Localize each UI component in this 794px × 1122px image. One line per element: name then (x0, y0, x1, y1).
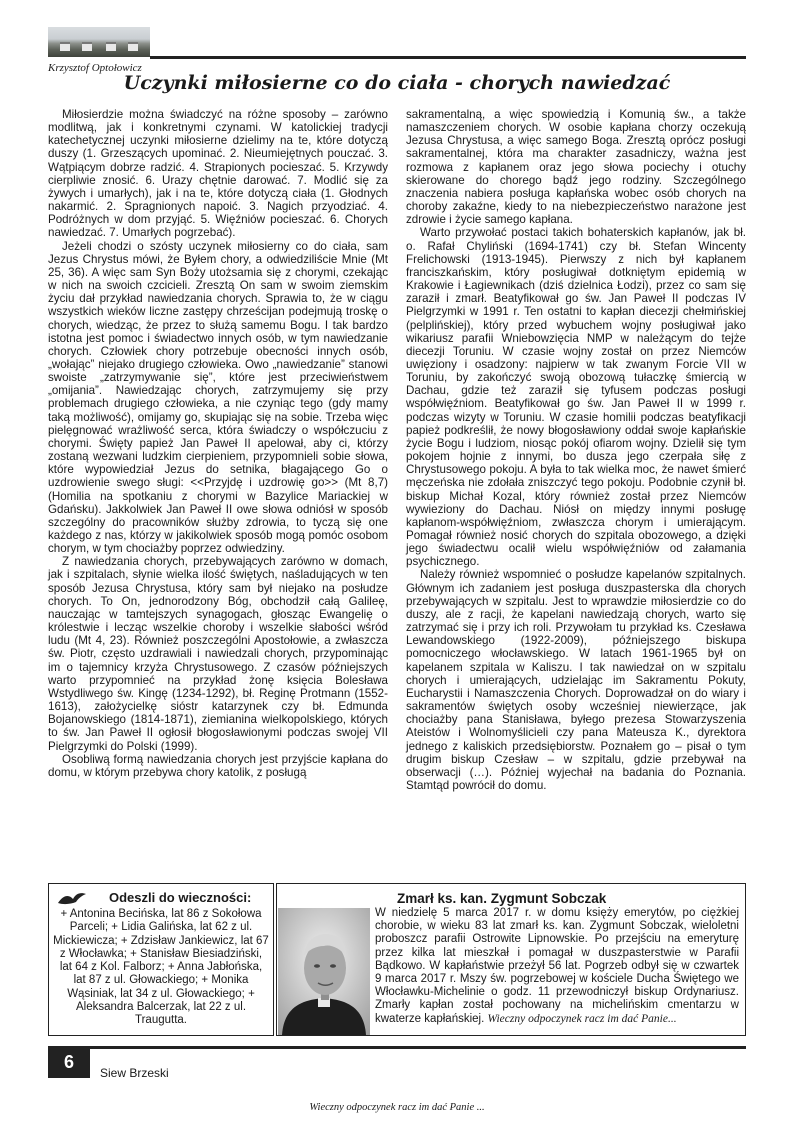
article-paragraph: Miłosierdzie można świadczyć na różne sposoby – zarówno modlitwą, jak i konkretnymi czynami. W katolickiej tradycji katechetycznej uczynki miłosierne dzielimy na te, które dotyczą duszy (1. Grzeszących upominać. 2. Nieumiejętnych pouczać. 3. Wątpiącym dobrze radzić. 4. Strapionych pocieszać. 5. Krzywdy cierpliwie znosić. 6. Urazy chętnie darować. 7. Modlić się za żywych i umarłych), jak i na te, które dotyczą ciała (1. Głodnych nakarmić. 2. Spragnionych napoić. 3. Nagich przyodziać. 4. Podróżnych w dom przyjąć. 5. Więźniów pocieszać. 6. Chorych nawiedzać. 7. Umarłych pogrzebać). (48, 108, 388, 240)
article-paragraph: Należy również wspomnieć o posłudze kapelanów szpitalnych. Głównym ich zadaniem jest posługa duszpasterska dla chorych przebywających w szpitalu. Jest to wprawdzie miłosierdzie co do duszy, ale z racji, że kapelani nawiedzają chorych, warto się zatrzymać się i przy ich roli. Przywołam tu przykład ks. Czesława Lewandowskiego (1922-2009), późniejszego biskupa pomocniczego włocławskiego. W latach 1961-1965 był on kapelanem szpitala w Kaliszu. I tak nawiedzał on w szpitalu chorych i umierających, udzielając im Sakramentu Pokuty, Eucharystii i Namaszczenia Chorych. Doprowadzał on do wiary i sakramentów świętych osoby wcześniej niewierzące, jak chociażby pana Stanisława, byłego prezesa Stowarzyszenia Ateistów i Wolnomyślicieli czy pana Mateusza K., dyrektora jednego z kaliskich przedsiębiorstw. Poznałem go – pisał o tym drugim biskup Czesław – w szpitalu, gdzie przebywał na obserwacji (…). Później wyjechał na badania do Poznania. Stamtąd powrócił do domu. (406, 568, 746, 792)
obituary-list-box (48, 883, 274, 1036)
house-shape (128, 42, 138, 51)
priest-obituary-text (375, 907, 739, 1026)
article-paragraph: Z nawiedzania chorych, przebywających zarówno w domach, jak i szpitalach, słynie wielka ilość świętych, naśladujących w ten sposób Jezusa Chrystusa, który sam był niejako na posłudze chorych. To On, jednorodzony Bóg, obchodził całą Galileę, nauczając w tamtejszych synagogach, głosząc Ewangelię o królestwie i lecząc wszelkie choroby i wszelkie słabości wśród ludu (Mt 4, 23). Również poszczególni Apostołowie, a zwłaszcza św. Piotr, często uzdrawiali i nawiedzali chorych, przypominając im o tajemnicy krzyża Chrystusowego. Z czasów późniejszych warto przypomnieć na przykład żonę księcia Bolesława Wstydliwego św. Kingę (1234-1292), bł. Reginę Protmann (1552-1613), założycielkę sióstr katarzynek czy bł. Edmunda Bojanowskiego (1814-1871), ziemianina wielkopolskiego, których to św. Jan Paweł II ogłosił błogosławionymi podczas swojej VII Pielgrzymki do Polski (1999). (48, 555, 388, 753)
article-paragraph: Jeżeli chodzi o szósty uczynek miłosierny co do ciała, sam Jezus Chrystus mówi, że Byłem chory, a odwiedziliście Mnie (Mt 25, 36). A więc sam Syn Boży utożsamia się z chorymi, czekając w nich na swoich czcicieli. Zresztą On sam w swoim ziemskim życiu dał przykład nawiedzania chorych. Sprawia to, że w ciągu wszystkich wieków liczne zastępy chrześcijan podejmują troskę o chorych, wiedząc, że przez to służą samemu Bogu. I tak bardzo istotna jest pomoc i świadectwo innych osób, w tym nawiedzanie chorych. Człowiek chory potrzebuje obecności innych osób, „wołając” niejako drugiego człowieka. Owo „nawiedzanie” stanowi swoiste „zatrzymywanie się”, które jest przeciwieństwem „omijania”. Nawiedzając chorych, zatrzymujemy się przy problemach drugiego człowieka, a nie czyniąc tego (gdy mamy taką możliwość), omijamy go, skupiając się na sobie. Trzeba więc pielęgnować wrażliwość serca, która świadczy o współczuciu z chorymi. Święty papież Jan Paweł II apelował, aby ci, którzy zostaną wezwani ludzkim cierpieniem, przypomnieli sobie słowa, które wypowiedział Jezus do setnika, błagającego Go o uzdrowienie swego sługi: <<Przyjdę i uzdrowię go>> (Mt 8,7) (Homilia na spotkaniu z chorymi w Bazylice Mariackiej w Gdańsku). Jakkolwiek Jan Paweł II owe słowa odniósł w sposób szczególny do pracowników służby zdrowia, to tyczą się one każdego z nas, którzy w jakikolwiek sposób mogą pomóc osobom chorym, w tym chociażby poprzez odwiedziny. (48, 239, 388, 556)
obituary-list-heading: Odeszli do wieczności: (109, 890, 252, 905)
priest-obituary-heading: Zmarł ks. kan. Zygmunt Sobczak (397, 891, 607, 906)
obituary-list-entries: + Antonina Becińska, lat 86 z Sokołowa Parceli; + Lidia Galińska, lat 62 z ul. Mickiewicza; + Zdzisław Jankiewicz, lat 67 z Włocławka; + Stanisław Biesiadziński, lat 64 z Kol. Falborz; + Anna Jabłońska, lat 87 z ul. Głowackiego; + Monika Wąsiniak, lat 34 z ul. Głowackiego; + Aleksandra Balcerzak, lat 22 z ul. Traugutta. (53, 908, 269, 1027)
house-shape (106, 42, 116, 51)
priest-obituary-body: W niedzielę 5 marca 2017 r. w domu księży emerytów, po ciężkiej chorobie, w wieku 83 lat zmarł ks. kan. Zygmunt Sobczak, wieloletni proboszcz parafii Ostrowite Lipnowskie. Po przejściu na emeryturę przez kilka lat mieszkał i pomagał w duszpasterstwie w Parafii Bądkowo. W kapłaństwie przeżył 56 lat. Pogrzeb odbył się w czwartek 9 marca 2017 r. Mszy św. pogrzebowej w kościele Ducha Świętego we Włocławku-Michelinie o godz. 11 przewodniczył biskup Ordynariusz. Zmarły kapłan został pochowany na michelińskim cmentarzu w kwaterze kapłańskiej. (375, 907, 739, 1025)
header-rule (150, 56, 746, 59)
house-shape (82, 42, 92, 51)
house-shape (60, 42, 70, 51)
article-column-right (406, 108, 746, 792)
article-title: Uczynki miłosierne co do ciała - chorych nawiedzać (123, 72, 671, 94)
priest-obituary-closing: Wieczny odpoczynek racz im dać Panie... (487, 1012, 677, 1025)
footer-motto: Wieczny odpoczynek racz im dać Panie ... (309, 1102, 485, 1113)
journal-name: Siew Brzeski (100, 1066, 169, 1080)
page-number: 6 (48, 1046, 90, 1078)
article-paragraph: Osobliwą formą nawiedzania chorych jest przyjście kapłana do domu, w którym przebywa chory katolik, z posługą (48, 752, 388, 779)
header-landscape-photo (48, 27, 150, 57)
article-column-left (48, 108, 388, 779)
priest-portrait-photo (278, 908, 370, 1035)
footer-rule (90, 1046, 746, 1049)
article-paragraph: sakramentalną, a więc spowiedzią i Komunią św., a także namaszczeniem chorych. W osobie kapłana chorzy oczekują Jezusa Chrystusa, a więc samego Boga. Zresztą oprócz posługi sakramentalnej, która ma charakter zasadniczy, ważna jest rozmowa z kapłanem oraz jego słowa pociechy i otuchy skierowane do chorego bądź jego rodziny. Szczególnego znaczenia nabiera posługa kapłańska wobec osób chorych na choroby zakaźne, kiedy to na niebezpieczeństwo narażone jest zdrowie i życie samego kapłana. (406, 108, 746, 227)
dove-icon (57, 891, 87, 909)
article-paragraph: Warto przywołać postaci takich bohaterskich kapłanów, jak bł. o. Rafał Chyliński (1694-1741) czy bł. Stefan Wincenty Frelichowski (1913-1945). Pierwszy z nich był kapłanem franciszkańskim, który posługiwał dotkniętym epidemią w Krakowie i Łagiewnikach (dziś dzielnica Łodzi), przez co sam się zaraził i zmarł. Beatyfikował go św. Jan Paweł II podczas IV Pielgrzymki w 1991 r. Ten ostatni to kapłan diecezji chełmińskiej (pelplińskiej), który przed wybuchem wojny posługiwał jako wikariusz parafii Wniebowzięcia NMP w należącym do tejże diecezji Toruniu. W czasie wojny został on przez Niemców uwięziony i osadzony: najpierw w tak zwanym Forcie VII w Toruniu, by zakończyć swoją obozową tułaczkę śmiercią w Dachau, gdzie też zaraził się tyfusem podczas posługi współwięźniom. Beatyfikował go św. Jan Paweł II w 1999 r. podczas wizyty w Toruniu. W czasie homilii podczas beatyfikacji papież podkreślił, że nowy błogosławiony oddał swoje kapłańskie życie Bogu i ludziom, niosąc pokój ofiarom wojny. Dzielił się tym pokojem hojnie z innymi, bo dusza jego czerpała siłę z Chrystusowego pokoju. A była to tak wielka moc, że nawet śmierć męczeńska nie zdołała zniszczyć tego pokoju. Podobnie czynił bł. biskup Michał Kozal, który również został przez Niemców wywieziony do Dachau. Niósł on między innymi posługę kapłanom-współwięźniom, zwłaszcza chorym i umierającym. Pomagał również nosić chorych do szpitala obozowego, a dzięki jego świadectwu ocalił wielu współwięźniów od załamania psychicznego. (406, 226, 746, 569)
article-author: Krzysztof Optołowicz (48, 62, 142, 74)
